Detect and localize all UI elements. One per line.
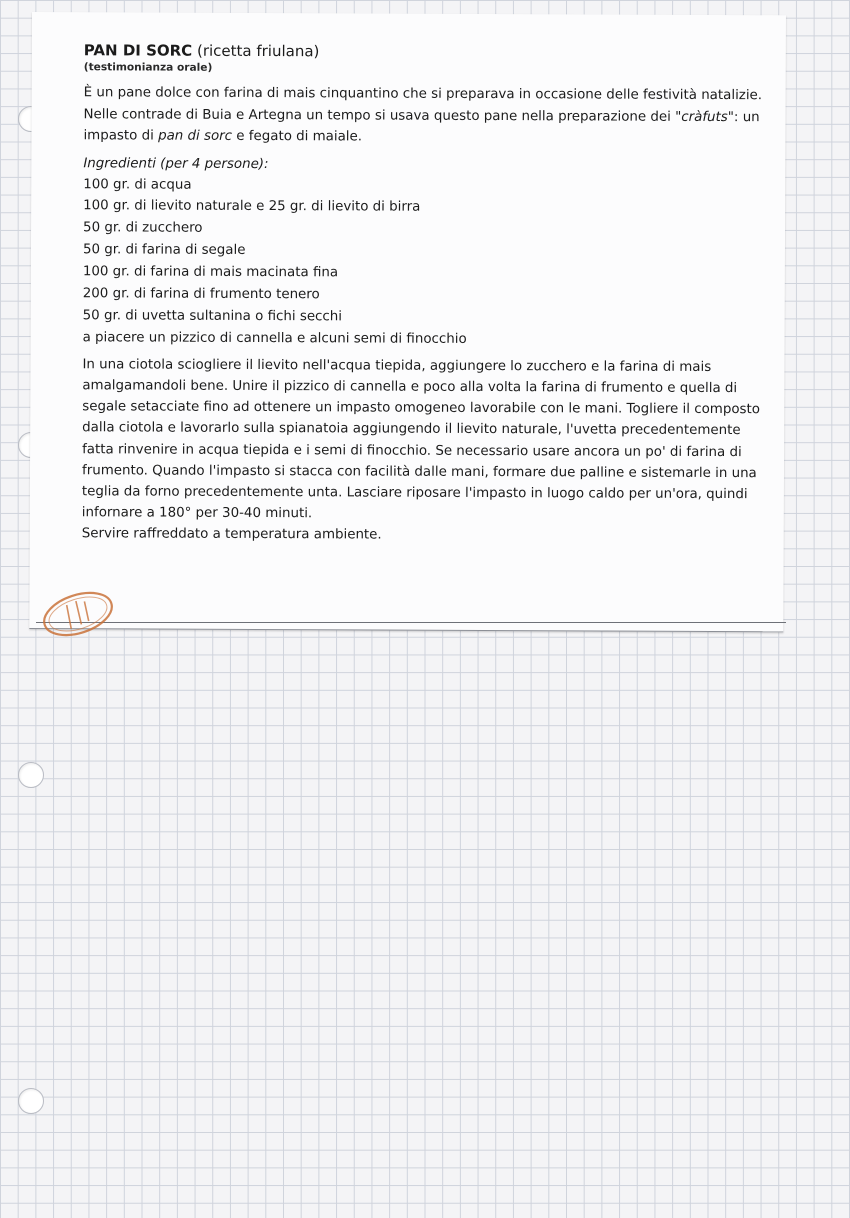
intro-text-1: È un pane dolce con farina di mais cinquantino che si preparava in occasione delle festività natalizie. Nelle contrade di Buia e Artegna un tempo si usava questo pane nella preparazione dei [83, 85, 763, 125]
ingredient-item: 200 gr. di farina di frumento tenero [82, 286, 320, 303]
recipe-intro [83, 82, 773, 150]
ingredients-heading: Ingredienti (per 4 persone): [83, 155, 269, 172]
ingredient-item: 50 gr. di zucchero [83, 220, 203, 237]
serving-note: Servire raffreddato a temperatura ambiente. [81, 526, 382, 543]
ingredient-item: 100 gr. di acqua [83, 176, 192, 193]
intro-text-2: : un impasto di [83, 109, 760, 144]
page-edge-line [36, 622, 786, 623]
recipe-content [82, 40, 774, 548]
punch-hole-3 [18, 762, 44, 788]
recipe-sheet [29, 12, 786, 632]
ingredients-list [83, 174, 774, 352]
ingredient-item: 100 gr. di lievito naturale e 25 gr. di lievito di birra [83, 198, 421, 216]
ingredient-item: 100 gr. di farina di mais macinata fina [82, 264, 339, 281]
recipe-subtitle: (testimonianza orale) [83, 61, 213, 74]
ingredient-item: 50 gr. di farina di segale [82, 242, 246, 259]
intro-bread-name: pan di sorc [158, 128, 233, 144]
ingredient-item: a piacere un pizzico di cannella e alcuni semi di finocchio [82, 330, 467, 347]
punch-hole-4 [18, 1088, 44, 1114]
intro-term: "cràfuts" [675, 109, 734, 125]
method-paragraph: In una ciotola sciogliere il lievito nell'acqua tiepida, aggiungere lo zucchero e la farina di mais amalgamandoli bene. Unire il pizzico di cannella e poco alla volta la farina di frumento e quella di segale setacciate fino ad ottenere un impasto omogeneo lavorabile con le mani. Togliere il composto dalla ciotola e lavorarlo sulla spianatoia aggiungendo il lievito naturale, l'uvetta precedentemente fatta rinvenire in acqua tiepida e i semi di finocchio. Se necessario usare ancora un po' di farina di frumento. Quando l'impasto si stacca con facilità dalle mani, formare due palline e sistemarle in una teglia da forno precedentemente unta. Lasciare riposare l'impasto in luogo caldo per un'ora, quindi infornare a 180° per 30-40 minuti. [81, 356, 760, 522]
intro-text-3: e fegato di maiale. [232, 128, 363, 145]
recipe-title-origin: (ricetta friulana) [196, 41, 320, 61]
ingredient-item: 50 gr. di uvetta sultanina o fichi secchi [82, 308, 343, 325]
recipe-title-name: PAN DI SORC [83, 41, 193, 60]
